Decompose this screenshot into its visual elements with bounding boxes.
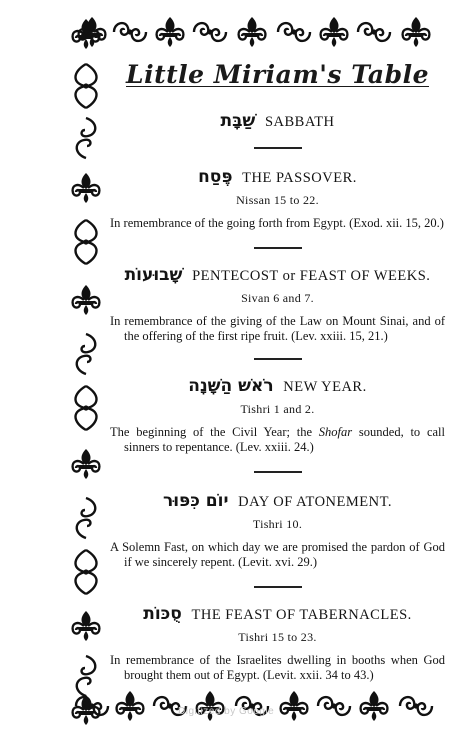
digitization-watermark: Digitized by Google [178,706,275,717]
description-text-before: The beginning of the Civil Year; the [110,425,319,439]
hebrew-name: סֻכּוֹת [143,604,182,624]
festival-passover [110,167,445,231]
hebrew-name: רֹאשׁ הַשָּׁנָה [188,376,274,396]
festival-heading [110,111,445,131]
festival-tabernacles [110,604,445,683]
english-name: THE FEAST OF TABERNACLES. [191,607,412,623]
festival-new-year [110,376,445,455]
section-divider [254,247,302,249]
festival-heading [110,604,445,624]
section-divider [254,586,302,588]
festival-date: Tishri 10. [252,517,303,531]
page-content [110,60,445,683]
festival-description: A Solemn Fast, on which day we are promised the pardon of God if we sincerely repent. (Levit. xvi. 29.) [110,540,445,569]
festival-date: Nissan 15 to 22. [236,193,319,207]
section-divider [254,471,302,473]
section-divider [254,147,302,149]
english-name: SABBATH [264,114,335,130]
description-text-after: sounded, to call sinners to repentance. (Lev. xxiii. 24.) [124,425,445,454]
festival-date: Tishri 1 and 2. [240,402,315,416]
english-name: PENTECOST or FEAST OF WEEKS. [192,268,431,284]
festival-description: In remembrance of the giving of the Law on Mount Sinai, and of the offering of the first ripe fruit. (Lev. xxiii. 15, 21.) [110,314,445,343]
hebrew-name: יוֹם כִּפּוּר [162,491,229,511]
section-divider [254,358,302,360]
english-name: THE PASSOVER. [242,170,357,186]
festival-description [110,425,445,455]
festival-date: Tishri 15 to 23. [238,630,317,644]
ornament-border-top [70,12,445,54]
festival-heading [110,376,445,396]
festival-pentecost [110,265,445,344]
english-name: NEW YEAR. [283,379,367,395]
festival-heading [110,265,445,285]
hebrew-name: פֶּסַח [198,167,233,187]
festival-date: Sivan 6 and 7. [241,291,314,305]
page-title: Little Miriam's Table [126,60,429,89]
festival-description: In remembrance of the going forth from Egypt. (Exod. xii. 15, 20.) [110,216,444,230]
festival-sabbath [110,111,445,131]
english-name: DAY OF ATONEMENT. [238,494,393,510]
description-emphasis: Shofar [318,425,353,439]
festival-day-of-atonement [110,491,445,570]
hebrew-name: שָׁבוּעוֹת [124,265,183,285]
festival-heading [110,167,445,187]
hebrew-name: שַׁבָּת [220,111,256,131]
festival-heading [110,491,445,511]
ornament-border-left [58,12,108,728]
festival-description: In remembrance of the Israelites dwelling in booths when God brought them out of Egypt. (Levit. xxii. 34 to 43.) [110,653,445,682]
